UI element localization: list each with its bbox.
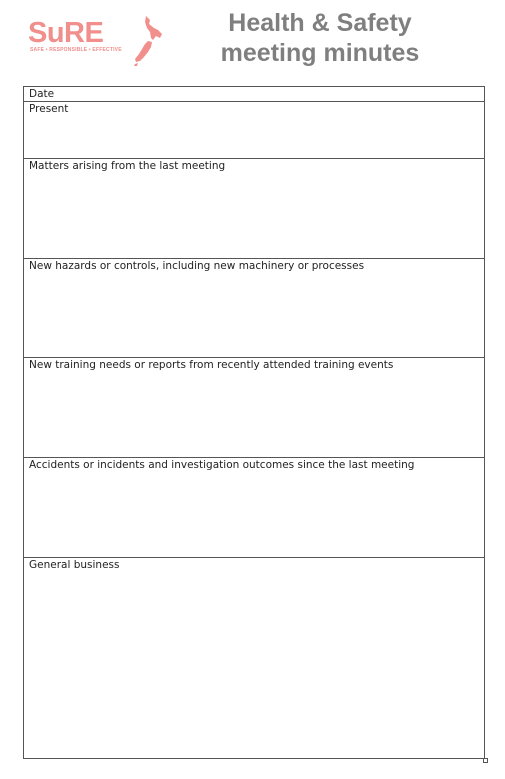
row-label: Date: [29, 88, 55, 100]
logo-tagline: SAFE • RESPONSIBLE • EFFECTIVE: [30, 47, 122, 53]
row-new-hazards[interactable]: [24, 259, 484, 358]
row-date[interactable]: [24, 87, 484, 102]
row-label: New training needs or reports from recently attended training events: [29, 359, 394, 371]
row-general-business[interactable]: [24, 558, 484, 759]
row-present[interactable]: [24, 102, 484, 159]
row-matters-arising[interactable]: [24, 159, 484, 259]
minutes-form: [23, 86, 485, 759]
row-label: New hazards or controls, including new machinery or processes: [29, 260, 365, 272]
table-resize-handle[interactable]: [483, 758, 488, 763]
sure-logo: [28, 14, 168, 66]
row-label: Accidents or incidents and investigation outcomes since the last meeting: [29, 459, 415, 471]
row-accidents-incidents[interactable]: [24, 458, 484, 558]
row-label: General business: [29, 559, 120, 571]
page-title: [190, 8, 450, 68]
new-zealand-map-icon: [132, 14, 168, 66]
title-line-2: meeting minutes: [220, 39, 420, 67]
title-line-1: Health & Safety: [228, 9, 412, 37]
row-label: Matters arising from the last meeting: [29, 160, 226, 172]
row-label: Present: [29, 103, 69, 115]
row-training-needs[interactable]: [24, 358, 484, 458]
logo-wordmark: SuRE: [28, 17, 104, 49]
